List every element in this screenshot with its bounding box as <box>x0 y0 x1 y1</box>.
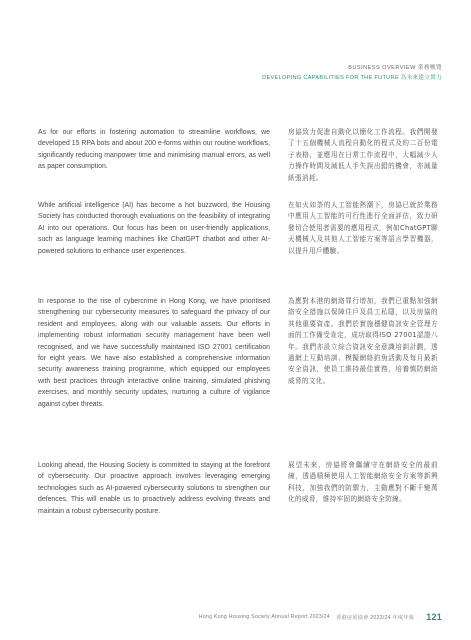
paragraph-automation-en: As for our efforts in fostering automation to streamline workflows, we developed 15 RPA bots and about 200 e-forms within our routine workflows, significantly reducing manpower time and minimising manual errors, as well as paper consumption. <box>38 129 270 171</box>
paragraph-cybersecurity-zh: 為應對本港的網絡罪行增加，我們已重點加強網絡安全措施以保障住戶及員工私隱，以及房協的其他重要資產。我們於實施穩健資訊安全管理方面的工作備受肯定，成功取得ISO 27001認證八年。我們亦設立綜合資訊安全意識培訓計劃，透過網上互動培訓、模擬網絡釣魚活動及每月最新安全資訊，使員工維持最佳實務，培養慎防網絡威脅的文化。 <box>288 297 438 385</box>
paragraph-ai-zh: 在如火如荼的人工智能熱潮下，房協已就於業務中應用人工智能的可行性進行全面評估，致力研發切合使用者需要的應用程式，例如ChatGPT聊天機械人及其他人工智能方案等語言學習機器，以提升用戶體驗。 <box>288 201 438 255</box>
page-footer <box>199 612 442 622</box>
paragraph-automation-zh: 房協致力促進自動化以簡化工作流程。我們開發了十五個機械人流程自動化的程式及約二百份電子表格，並應用在日常工作流程中，大幅減少人力操作時間及減低人手失誤出錯的機會，亦減量紙張消耗。 <box>288 128 438 182</box>
paragraph-cybersecurity-en: In response to the rise of cybercrime in Hong Kong, we have prioritised strengthening our cybersecurity measures to safeguard the privacy of our resident and employees, along with our valuable assets. Our efforts in implementing robust information security management have been well recognised, and we have successfully maintained ISO 27001 certification for eight years. We have also established a comprehensive information security awareness training programme, which equipped our employees with best practices through interactive online training, simulated phishing exercises, and monthly security updates, nurturing a culture of vigilance against cyber threats. <box>38 298 270 408</box>
section-title: BUSINESS OVERVIEW 業務概覽 <box>348 65 442 71</box>
page-header <box>262 64 442 82</box>
footer-report-title-zh: 香港房屋協會 2023/24 年度年報 <box>335 614 415 621</box>
paragraph-ai-en: While artificial intelligence (AI) has become a hot buzzword, the Housing Society has conducted thorough evaluations on the feasibility of integrating AI into our operations. Our focus has been on user-friendly applications, such as language learning machines like ChatGPT chatbot and other AI-powered solutions to enhance user experiences. <box>38 202 270 255</box>
paragraph-outlook-zh: 展望未來，房協將會繼續守在網絡安全的最前線，透過積極使用人工智能網絡安全方案等新興科技，加強我們的防禦力，主動應對不斷千變萬化的威脅，維持牢固的網絡安全防線。 <box>288 461 438 504</box>
page-number: 121 <box>426 612 442 622</box>
paragraph-outlook-en: Looking ahead, the Housing Society is committed to staying at the forefront of cybersecurity. Our proactive approach involves leveraging emerging technologies such as AI-powered cybersecurity solutions to strengthen our defences. This will enable us to proactively address evolving threats and maintain a robust cybersecurity posture. <box>38 462 270 515</box>
footer-report-title-en: Hong Kong Housing Society Annual Report 2023/24 <box>198 614 330 620</box>
subsection-title: DEVELOPING CAPABILITIES FOR THE FUTURE 為未來建立實力 <box>262 75 442 81</box>
